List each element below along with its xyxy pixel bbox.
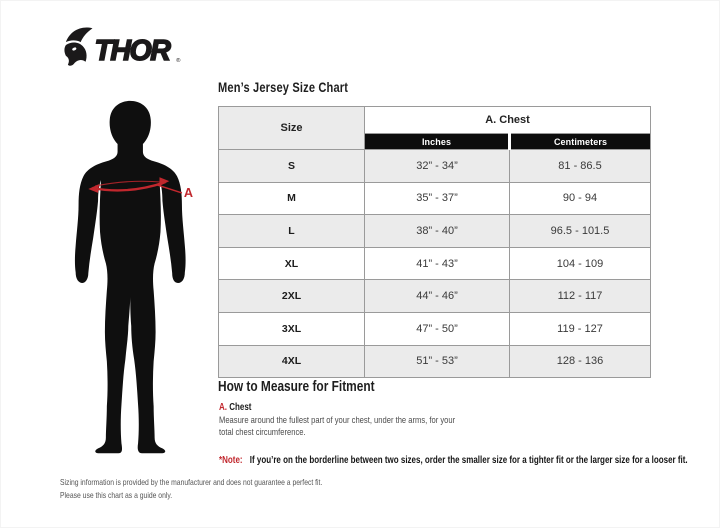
measure-letter: A.: [219, 402, 227, 413]
size-cell: S: [219, 150, 365, 183]
fit-note: [219, 455, 688, 466]
inches-cell: 35” - 37”: [365, 182, 510, 215]
table-row: [219, 247, 651, 280]
size-chart-title: Men’s Jersey Size Chart: [218, 80, 349, 95]
centimeters-cell: 112 - 117: [510, 280, 651, 313]
silhouette-shape: [75, 101, 186, 453]
thor-goat-icon: [64, 28, 92, 66]
table-row: [219, 345, 651, 378]
thor-logo-graphic: [61, 26, 185, 70]
chest-measure-label-a: A: [183, 185, 194, 200]
table-row: [219, 150, 651, 183]
male-silhouette-figure: [62, 95, 218, 467]
inches-cell: 32” - 34”: [365, 150, 510, 183]
centimeters-cell: 81 - 86.5: [510, 150, 651, 183]
note-text: If you’re on the borderline between two sizes, order the smaller size for a tighter fit or the larger size for a looser fit.: [249, 455, 688, 466]
table-row: [219, 182, 651, 215]
centimeters-cell: 128 - 136: [510, 345, 651, 378]
size-cell: XL: [219, 247, 365, 280]
size-cell: 4XL: [219, 345, 365, 378]
inches-column-header: Inches: [365, 134, 510, 150]
measure-heading: How to Measure for Fitment: [218, 379, 375, 395]
table-header-row: [219, 107, 651, 134]
table-row: [219, 215, 651, 248]
inches-cell: 47” - 50”: [365, 312, 510, 345]
table-row: [219, 312, 651, 345]
note-label: *Note:: [219, 455, 243, 466]
measure-name: Chest: [229, 402, 252, 413]
chest-group-header: A. Chest: [365, 107, 651, 134]
size-table-body: [219, 150, 651, 378]
sizing-disclaimer: [60, 476, 322, 502]
thor-logo: [61, 26, 185, 70]
centimeters-cell: 96.5 - 101.5: [510, 215, 651, 248]
inches-cell: 44” - 46”: [365, 280, 510, 313]
inches-cell: 41” - 43”: [365, 247, 510, 280]
measure-item-label: [219, 402, 475, 413]
centimeters-cell: 104 - 109: [510, 247, 651, 280]
centimeters-cell: 90 - 94: [510, 182, 651, 215]
measure-description: Measure around the fullest part of your chest, under the arms, for your total chest circumference.: [219, 415, 456, 439]
male-silhouette: [62, 95, 218, 467]
size-cell: 2XL: [219, 280, 365, 313]
size-cell: 3XL: [219, 312, 365, 345]
size-chart-table: [218, 106, 651, 378]
size-cell: L: [219, 215, 365, 248]
inches-cell: 51” - 53”: [365, 345, 510, 378]
disclaimer-line-1: Sizing information is provided by the manufacturer and does not guarantee a perfect fit.: [60, 477, 323, 487]
centimeters-cell: 119 - 127: [510, 312, 651, 345]
table-row: [219, 280, 651, 313]
size-cell: M: [219, 182, 365, 215]
centimeters-column-header: Centimeters: [510, 134, 651, 150]
disclaimer-line-2: Please use this chart as a guide only.: [60, 489, 173, 500]
measure-item-chest: [219, 402, 475, 439]
trademark-symbol: ®: [176, 57, 181, 64]
inches-cell: 38” - 40”: [365, 215, 510, 248]
size-column-header: Size: [219, 107, 365, 150]
thor-wordmark: THOR: [94, 34, 170, 67]
